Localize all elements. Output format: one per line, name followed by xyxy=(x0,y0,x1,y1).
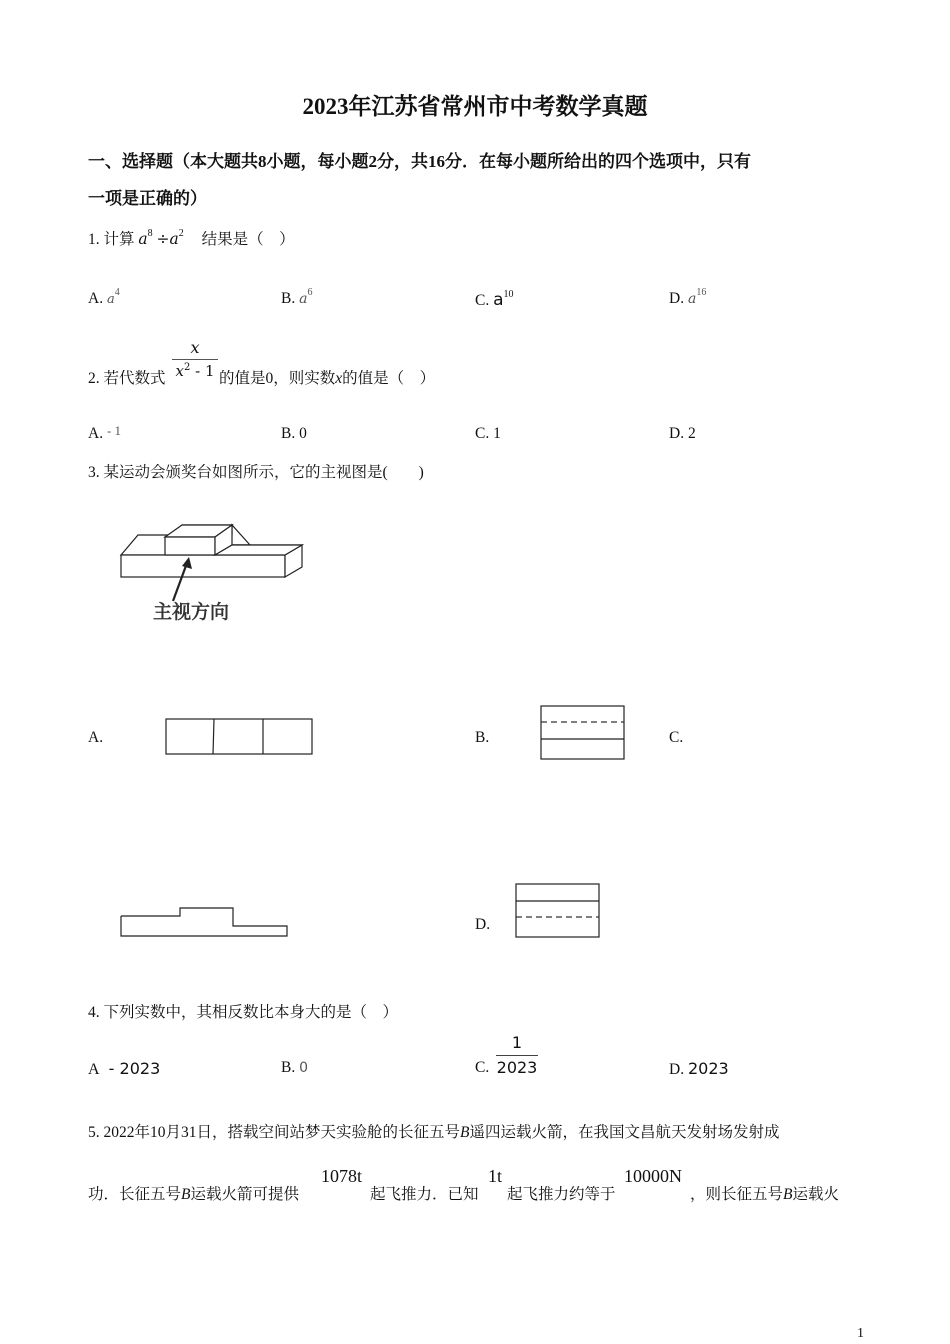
q3-option-b-figure xyxy=(540,705,626,761)
option-label: B. xyxy=(281,290,296,307)
q5-text: ，则长征五号 xyxy=(690,1186,784,1203)
option-exp: 4 xyxy=(114,287,120,298)
section-heading-line1: 一、选择题（本大题共8小题，每小题2分，共16分．在每小题所给出的四个选项中，只有 xyxy=(88,152,751,171)
option-label: D. xyxy=(669,425,685,442)
q3-option-d-figure xyxy=(515,883,601,939)
section-heading-line2: 一项是正确的） xyxy=(88,189,207,208)
option-base: a xyxy=(106,292,115,307)
q1-exp1: 8 xyxy=(147,228,153,239)
option-label: C. xyxy=(475,292,490,309)
q1-base-b: a xyxy=(169,230,179,248)
view-direction-label: 主视方向 xyxy=(153,601,230,623)
q5-text: 遥四运载火箭，在我国文昌航天发射场发射成 xyxy=(469,1124,780,1141)
option-label: C. xyxy=(475,425,490,442)
option-base: a xyxy=(687,291,697,307)
q1-option-a xyxy=(88,287,120,308)
q5-value-1t: 1t xyxy=(488,1166,503,1186)
q5-var-b: B xyxy=(783,1186,793,1203)
q2-option-c xyxy=(475,425,501,443)
q2-option-d xyxy=(669,425,696,443)
option-value: 1 xyxy=(493,425,501,442)
q5-text: 运载火 xyxy=(792,1186,839,1203)
q1-option-d xyxy=(669,287,707,308)
q3-option-c-label: C. xyxy=(669,729,684,746)
q2-option-a xyxy=(88,425,121,443)
q2-den-exp: 2 xyxy=(183,362,191,373)
q5-text-end xyxy=(690,1182,839,1204)
option-value: 0 xyxy=(299,425,307,442)
question-4: 4. 下列实数中，其相反数比本身大的是（ ） xyxy=(88,1004,399,1021)
q5-text: 5. 2022年10月31日，搭载空间站梦天实验舱的长征五号 xyxy=(88,1124,461,1141)
q4-frac-numerator: 1 xyxy=(496,1033,538,1056)
q1-prefix: 1. 计算 xyxy=(88,231,135,248)
q4-option-a xyxy=(88,1059,160,1079)
option-exp: 16 xyxy=(696,287,707,298)
option-label: B. xyxy=(281,425,296,442)
q1-divide-sign: ÷ xyxy=(156,230,170,248)
q5-value-10000n: 10000N xyxy=(624,1166,682,1186)
q2-option-b xyxy=(281,425,307,443)
q3-option-c-figure xyxy=(120,906,290,938)
q2-prefix: 2. 若代数式 xyxy=(88,370,166,387)
q2-den-rest: - 1 xyxy=(195,362,215,380)
question-5-line2 xyxy=(88,1182,299,1204)
q2-frac-numerator: x xyxy=(172,338,218,360)
q3-option-a-figure xyxy=(165,718,313,756)
q2-den-var: x xyxy=(175,362,184,380)
option-label: D. xyxy=(669,1061,685,1078)
q2-suffix-a: 的值是0，则实数 xyxy=(219,370,336,387)
q5-text: 运载火箭可提供 xyxy=(190,1186,299,1203)
option-label: A. xyxy=(88,425,104,442)
q3-option-a-label: A. xyxy=(88,729,104,746)
q1-option-b xyxy=(281,287,313,308)
q4-option-c-fraction xyxy=(496,1033,538,1077)
q2-frac-denominator xyxy=(172,362,218,380)
q1-suffix: 结果是（ ） xyxy=(201,231,295,248)
question-1 xyxy=(88,227,295,249)
q1-base-a: a xyxy=(138,230,148,248)
option-value: - 2023 xyxy=(108,1059,161,1078)
option-label: D. xyxy=(669,290,685,307)
option-value: 0 xyxy=(299,1060,309,1076)
q2-suffix xyxy=(219,366,435,388)
option-exp: 6 xyxy=(307,287,313,298)
q5-text-mid: 起飞推力．已知 xyxy=(370,1186,479,1203)
option-exp: 10 xyxy=(503,289,514,300)
option-label: A. xyxy=(88,290,104,307)
option-value: 2023 xyxy=(687,1059,729,1078)
option-label: A xyxy=(88,1061,99,1078)
option-label: B. xyxy=(281,1059,296,1076)
q3-option-d-label: D. xyxy=(475,916,491,933)
q4-frac-denominator: 2023 xyxy=(496,1058,538,1077)
q4-option-b xyxy=(281,1059,308,1077)
q4-option-d xyxy=(669,1059,729,1079)
option-value: 2 xyxy=(687,425,696,442)
q5-text-mid2: 起飞推力约等于 xyxy=(507,1186,616,1203)
q4-option-c-label: C. xyxy=(475,1059,490,1076)
question-3: 3. 某运动会颁奖台如图所示，它的主视图是( ) xyxy=(88,464,424,481)
option-base: a xyxy=(299,291,308,307)
q3-option-b-label: B. xyxy=(475,729,490,746)
question-2 xyxy=(88,366,166,388)
q2-var: x xyxy=(335,370,343,387)
page-number: 1 xyxy=(857,1326,864,1341)
q5-text: 功．长征五号 xyxy=(88,1186,182,1203)
q2-suffix-b: 的值是（ ） xyxy=(342,370,436,387)
page-title: 2023年江苏省常州市中考数学真题 xyxy=(302,94,648,119)
question-5-line1 xyxy=(88,1120,780,1142)
q1-option-c xyxy=(475,290,514,310)
q5-value-1078t: 1078t xyxy=(321,1166,363,1186)
podium-figure xyxy=(110,515,310,585)
q2-fraction xyxy=(172,338,218,380)
option-value: - 1 xyxy=(106,423,122,438)
option-base: a xyxy=(493,290,504,310)
q5-var-b: B xyxy=(460,1124,470,1141)
q5-var-b: B xyxy=(181,1186,191,1203)
q1-exp2: 2 xyxy=(178,228,184,239)
